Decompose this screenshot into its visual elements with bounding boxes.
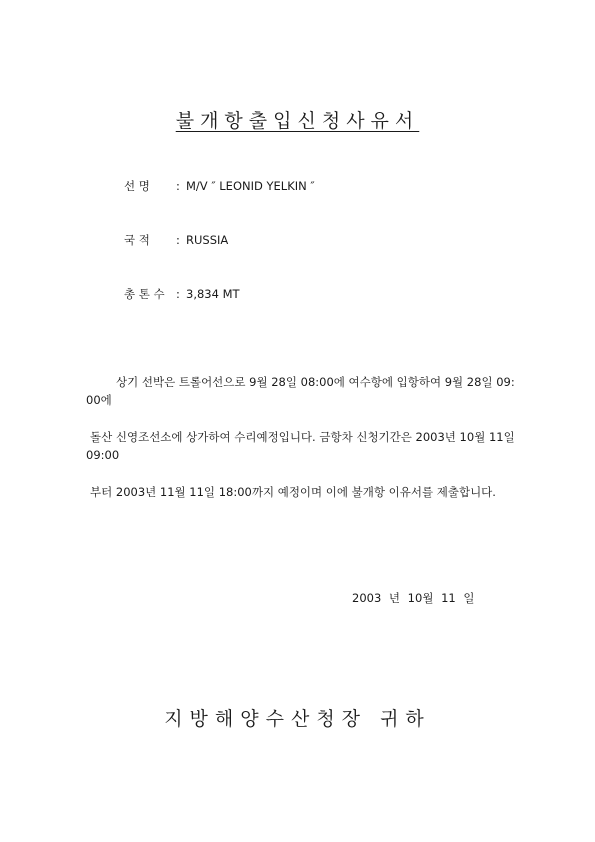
field-gross-tonnage-value: 3,834 MT bbox=[186, 287, 240, 301]
document-title bbox=[0, 106, 595, 133]
field-separator: : bbox=[176, 179, 180, 193]
field-gross-tonnage bbox=[124, 286, 240, 302]
field-vessel-name bbox=[124, 178, 315, 194]
addressee: 지방해양수산청장 귀하 bbox=[164, 708, 431, 730]
field-nationality-label: 국 적 bbox=[124, 233, 150, 247]
field-vessel-name-label: 선 명 bbox=[124, 179, 150, 193]
field-separator: : bbox=[176, 287, 180, 301]
document-title-text: 불개항출입신청사유서 bbox=[175, 110, 420, 132]
body-paragraph: 상기 선박은 트롤어선으로 9월 28일 08:00에 여수항에 입항하여 9월 28일 09:00에 bbox=[86, 375, 515, 407]
field-nationality bbox=[124, 232, 228, 248]
field-vessel-name-value: M/V ″ LEONID YELKIN ″ bbox=[186, 179, 315, 193]
field-gross-tonnage-label: 총 톤 수 bbox=[124, 287, 165, 301]
body-paragraph: 부터 2003년 11월 11일 18:00까지 예정이며 이에 불개항 이유서를 제출합니다. bbox=[90, 485, 496, 499]
body-paragraph: 돌산 신영조선소에 상가하여 수리예정입니다. 금항차 신청기간은 2003년 10월 11일 09:00 bbox=[86, 430, 515, 462]
field-nationality-value: RUSSIA bbox=[186, 233, 229, 247]
field-separator: : bbox=[176, 233, 180, 247]
document-date: 2003 년 10월 11 일 bbox=[352, 591, 475, 605]
